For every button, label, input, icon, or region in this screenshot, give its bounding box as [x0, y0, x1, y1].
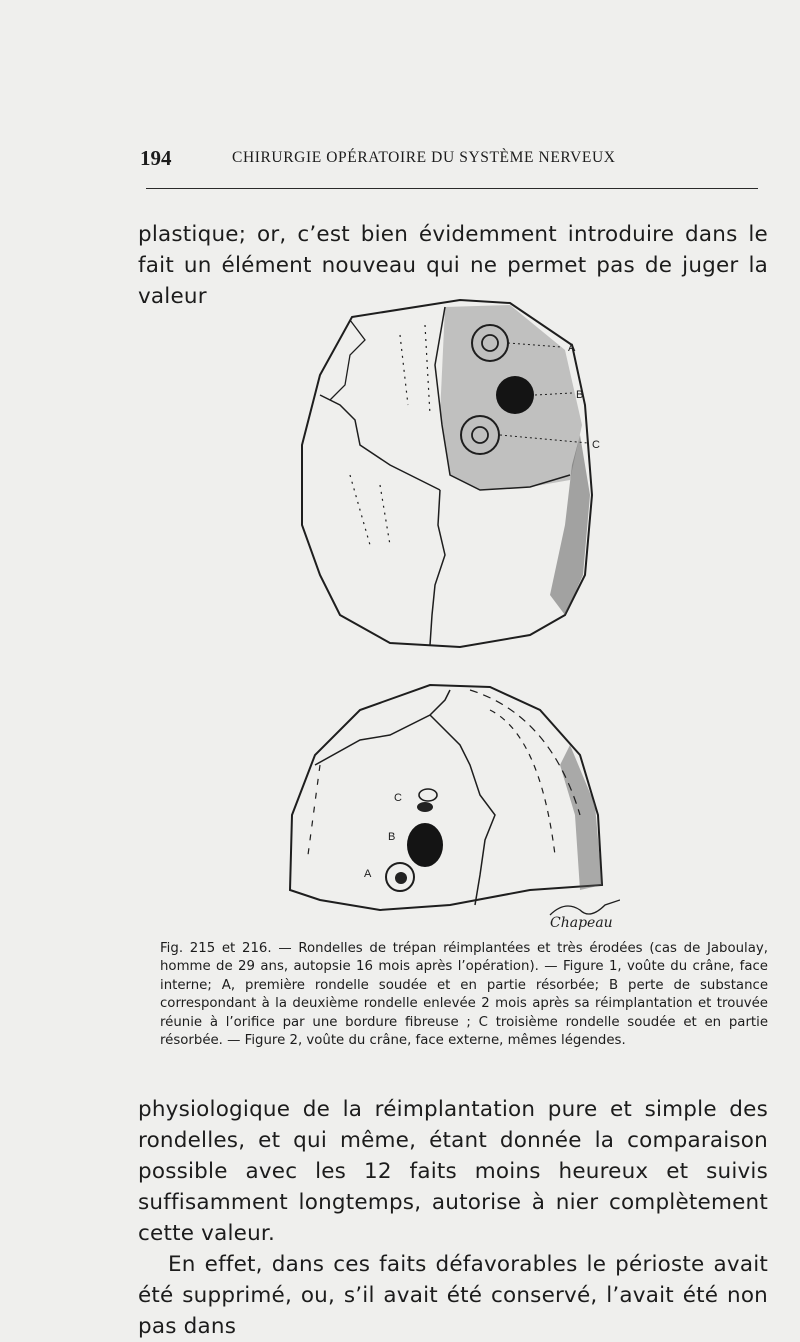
page-header	[140, 146, 760, 176]
figure-1-perte-b	[496, 376, 534, 414]
figure-2-label-b: B	[388, 831, 396, 843]
figure-2-label-c: C	[394, 792, 402, 804]
figure-1-label-b: B	[576, 389, 584, 401]
figure-caption	[160, 940, 768, 1050]
figure-2-dashed-arc-1	[470, 690, 580, 815]
figure-1-label-a: A	[568, 342, 576, 354]
figure-1-suture-left	[320, 395, 440, 490]
paragraph-2: En effet, dans ces faits défavorables le périoste avait été supprimé, ou, s’il avait été conservé, l’avait été non pas dans	[138, 1252, 768, 1339]
running-title: CHIRURGIE OPÉRATOIRE DU SYSTÈME NERVEUX	[232, 149, 616, 166]
figure-1-dotted-line-3	[350, 475, 370, 545]
figure-1-dotted-line-4	[380, 485, 390, 545]
figure-2-label-a: A	[364, 868, 372, 880]
body-text-bottom	[138, 1094, 768, 1342]
figure-2-signature-mark	[550, 900, 620, 915]
figure-2-dashed-arc-2	[490, 710, 555, 855]
figure-1-dotted-line-1	[425, 325, 430, 415]
figure-2-rondelle-a-inner	[395, 872, 407, 884]
header-rule	[146, 188, 758, 189]
figure-2-dashed-arc-3	[308, 765, 320, 855]
page-number: 194	[140, 146, 172, 170]
figure-signature: Chapeau	[550, 915, 613, 931]
figure-2-suture	[315, 690, 495, 905]
figure-1-suture-vertical	[430, 490, 445, 645]
paragraph-continuation: plastique; or, c’est bien évidemment introduire dans le fait un élément nouveau qui ne permet pas de juger la valeur	[138, 222, 768, 309]
caption-text: Fig. 215 et 216. — Rondelles de trépan réimplantées et très érodées (cas de Jaboulay, homme de 29 ans, autopsie 16 mois après l’opération). — Figure 1, voûte du crâne, face interne; A, première rondelle soudée et en partie résorbée; B perte de substance correspondant à la deuxième rondelle enlevée 2 mois après sa réimplantation et trouvée réunie à l’orifice par une bordure fibreuse ; C troisième rondelle soudée et en partie résorbée. — Figure 2, voûte du crâne, face externe, mêmes légendes.	[160, 941, 768, 1049]
figure-2-perte-b	[407, 823, 443, 867]
figure-2-outer-face	[290, 685, 620, 915]
figure-1-dotted-line-2	[400, 335, 408, 405]
figure-2-outline	[290, 685, 602, 910]
paragraph-1: physiologique de la réimplantation pure et simple des rondelles, et qui même, étant donnée la comparaison possible avec les 12 faits moins heureux et suivis suffisamment longtemps, autorise à nier complètement cette valeur.	[138, 1097, 768, 1246]
figure-1-label-c: C	[592, 439, 600, 451]
figure-1-suture-upper	[330, 320, 365, 400]
skull-figure-illustration	[280, 295, 620, 935]
figure-1-inner-face	[302, 300, 592, 647]
figure-2-rondelle-c-2	[417, 802, 433, 812]
figure-2-shaded-edge	[560, 745, 602, 890]
figure-2-rondelle-c	[419, 789, 437, 801]
